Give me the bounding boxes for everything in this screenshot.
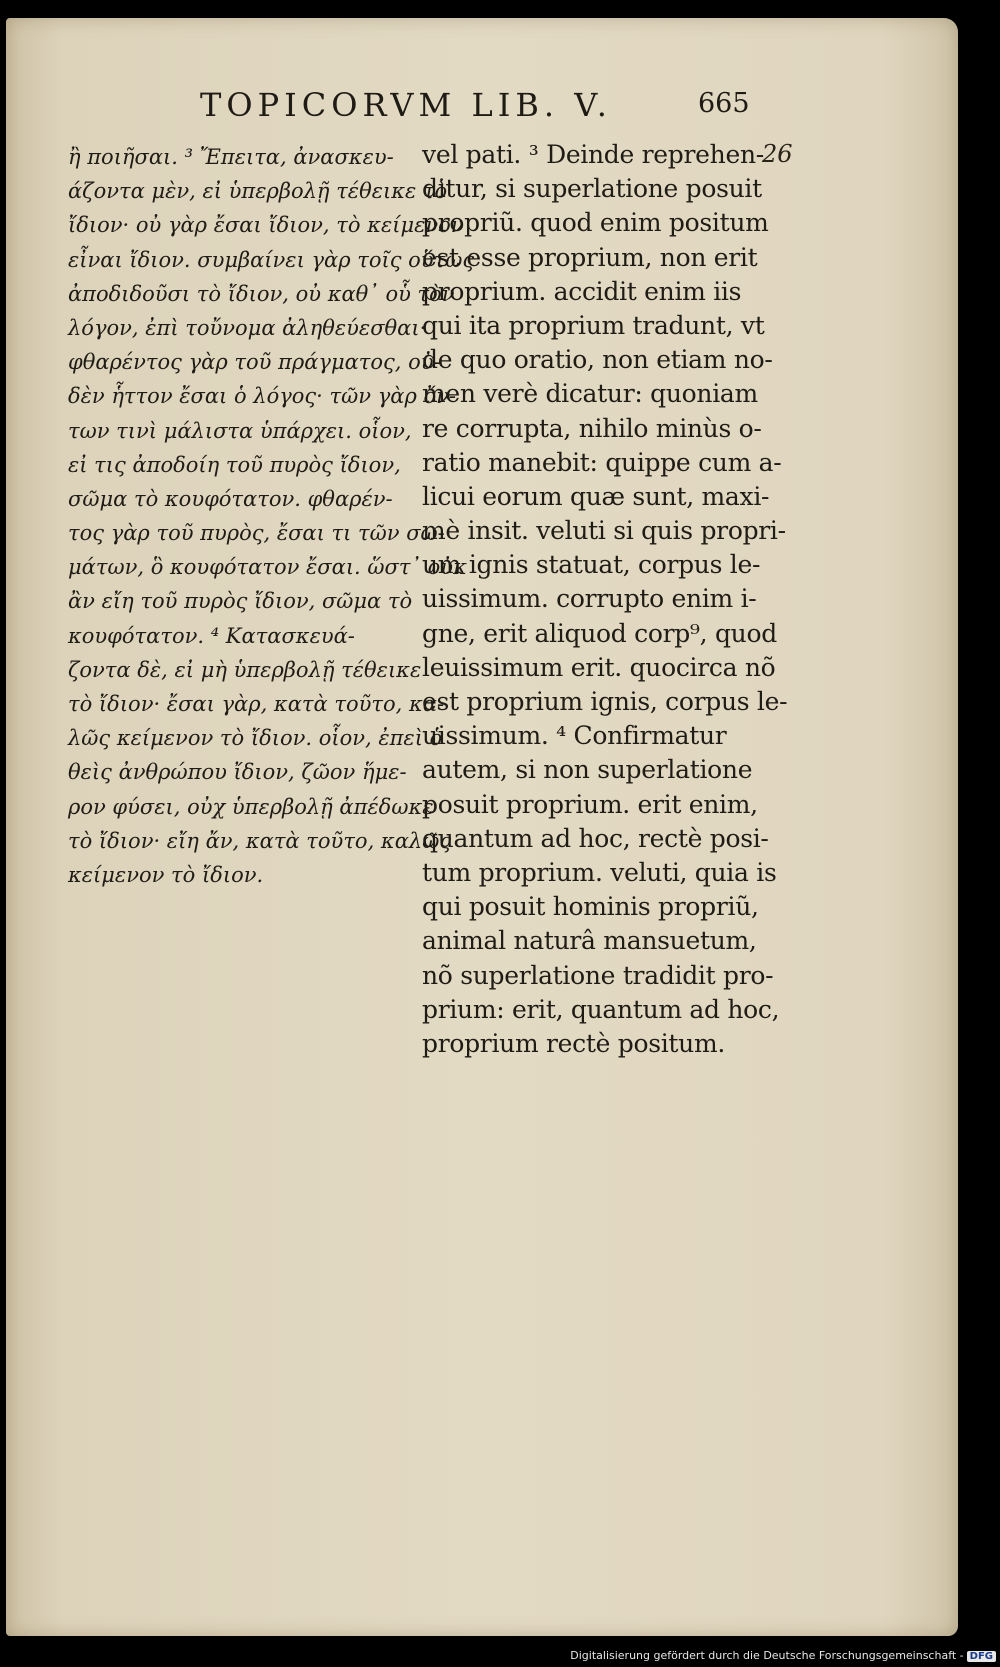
greek-text-line: εἰ τις ἀποδοίη τοῦ πυρὸς ἴδιον, — [68, 452, 401, 477]
latin-text-line: quantum ad hoc, rectè posi- — [422, 823, 769, 853]
greek-text-line: τος γὰρ τοῦ πυρὸς, ἔσαι τι τῶν σω- — [68, 521, 445, 546]
latin-text-line: est proprium ignis, corpus le- — [422, 687, 788, 716]
page-header — [200, 86, 800, 130]
greek-text-column — [68, 140, 475, 892]
latin-text-line: gne, erit aliquod corp⁹, quod — [422, 618, 777, 648]
latin-text-line: ditur, si superlatione posuit — [422, 174, 762, 204]
greek-text-line: λόγον, ἐπὶ τοὔνομα ἀληθεύεσθαι· — [68, 315, 427, 340]
greek-text-line: κείμενον τὸ ἴδιον. — [68, 862, 264, 887]
greek-text-line: ἂν εἴη τοῦ πυρὸς ἴδιον, σῶμα τὸ — [68, 589, 413, 614]
greek-text-line: σῶμα τὸ κουφότατον. φθαρέν- — [68, 486, 393, 511]
dfg-logo: DFG — [967, 1651, 996, 1662]
greek-text-line: τὸ ἴδιον· εἴη ἄν, κατὰ τοῦτο, καλῶς — [68, 828, 452, 853]
greek-text-line: τὸ ἴδιον· ἔσαι γὰρ, κατὰ τοῦτο, κα- — [68, 692, 445, 716]
latin-text-line: proprium rectè positum. — [422, 1028, 726, 1058]
latin-text-line: uissimum. corrupto enim i- — [422, 584, 757, 614]
latin-text-line: um ignis statuat, corpus le- — [422, 550, 761, 580]
greek-text-line: άζοντα μὲν, εἰ ὑπερβολῇ τέθεικε τὸ — [68, 179, 448, 204]
greek-text-line: μάτων, ὃ κουφότατον ἔσαι. ὥστ᾽ οὐκ — [68, 555, 467, 580]
latin-text-line: tum proprium. veluti, quia is — [422, 857, 777, 887]
latin-text-line: propriũ. quod enim positum — [422, 208, 769, 238]
latin-text-line: animal naturâ mansuetum, — [422, 926, 757, 956]
latin-text-line: nõ superlatione tradidit pro- — [422, 960, 774, 990]
latin-text-line: est esse proprium, non erit — [422, 242, 758, 272]
latin-text-line: autem, si non superlatione — [422, 755, 753, 785]
greek-text-line: κουφότατον. ⁴ Κατασκευά- — [68, 623, 355, 648]
latin-text-line: prium: erit, quantum ad hoc, — [422, 994, 780, 1024]
greek-text-line: ζοντα δὲ, εἰ μὴ ὑπερβολῇ τέθεικε — [68, 657, 422, 682]
greek-text-line: των τινὶ μάλιστα ὑπάρχει. οἷον, — [68, 418, 412, 443]
greek-text-line: δὲν ἧττον ἔσαι ὁ λόγος· τῶν γὰρ ὄν- — [68, 384, 456, 409]
footer-text: Digitalisierung gefördert durch die Deutsche Forschungsgemeinschaft - — [570, 1649, 964, 1662]
latin-text-line: de quo oratio, non etiam no- — [422, 345, 773, 375]
greek-text-line: λῶς κείμενον τὸ ἴδιον. οἷον, ἐπεὶ ὁ — [68, 726, 443, 751]
latin-text-line: men verè dicatur: quoniam — [422, 379, 758, 409]
latin-text-line: proprium. accidit enim iis — [422, 276, 742, 306]
footer-credit — [570, 1649, 996, 1662]
latin-text-line: vel pati. ³ Deinde reprehen- — [422, 140, 764, 169]
running-title: TOPICORVM LIB. V. — [200, 86, 612, 124]
latin-text-line: mè insit. veluti si quis propri- — [422, 516, 786, 546]
margin-note: 26 — [762, 140, 793, 168]
latin-text-line: uissimum. ⁴ Confirmatur — [422, 721, 727, 751]
latin-text-line: licui eorum quæ sunt, maxi- — [422, 481, 770, 511]
page-number: 665 — [698, 88, 750, 119]
greek-text-line: θεὶς ἀνθρώπου ἴδιον, ζῶον ἥμε- — [68, 760, 407, 785]
greek-text-line: ἢ ποιῆσαι. ³ Ἔπειτα, ἀνασκευ- — [68, 145, 394, 169]
latin-text-line: ratio manebit: quippe cum a- — [422, 447, 782, 477]
greek-text-line: ἀποδιδοῦσι τὸ ἴδιον, οὐ καθ᾽ οὗ τὸν — [68, 281, 455, 306]
latin-text-line: leuissimum erit. quocirca nõ — [422, 652, 776, 682]
latin-text-line: qui posuit hominis propriũ, — [422, 892, 759, 922]
latin-text-line: posuit proprium. erit enim, — [422, 789, 758, 819]
greek-text-line: εἶναι ἴδιον. συμβαίνει γὰρ τοῖς οὕτως — [68, 247, 475, 272]
greek-text-line: φθαρέντος γὰρ τοῦ πράγματος, οὐ- — [68, 350, 441, 375]
greek-text-line: ρον φύσει, οὐχ ὑπερβολῇ ἀπέδωκε — [68, 794, 434, 819]
greek-text-line: ἴδιον· οὐ γὰρ ἔσαι ἴδιον, τὸ κείμενον — [68, 213, 464, 238]
latin-text-line: re corrupta, nihilo minùs o- — [422, 413, 762, 443]
latin-text-line: qui ita proprium tradunt, vt — [422, 310, 765, 340]
